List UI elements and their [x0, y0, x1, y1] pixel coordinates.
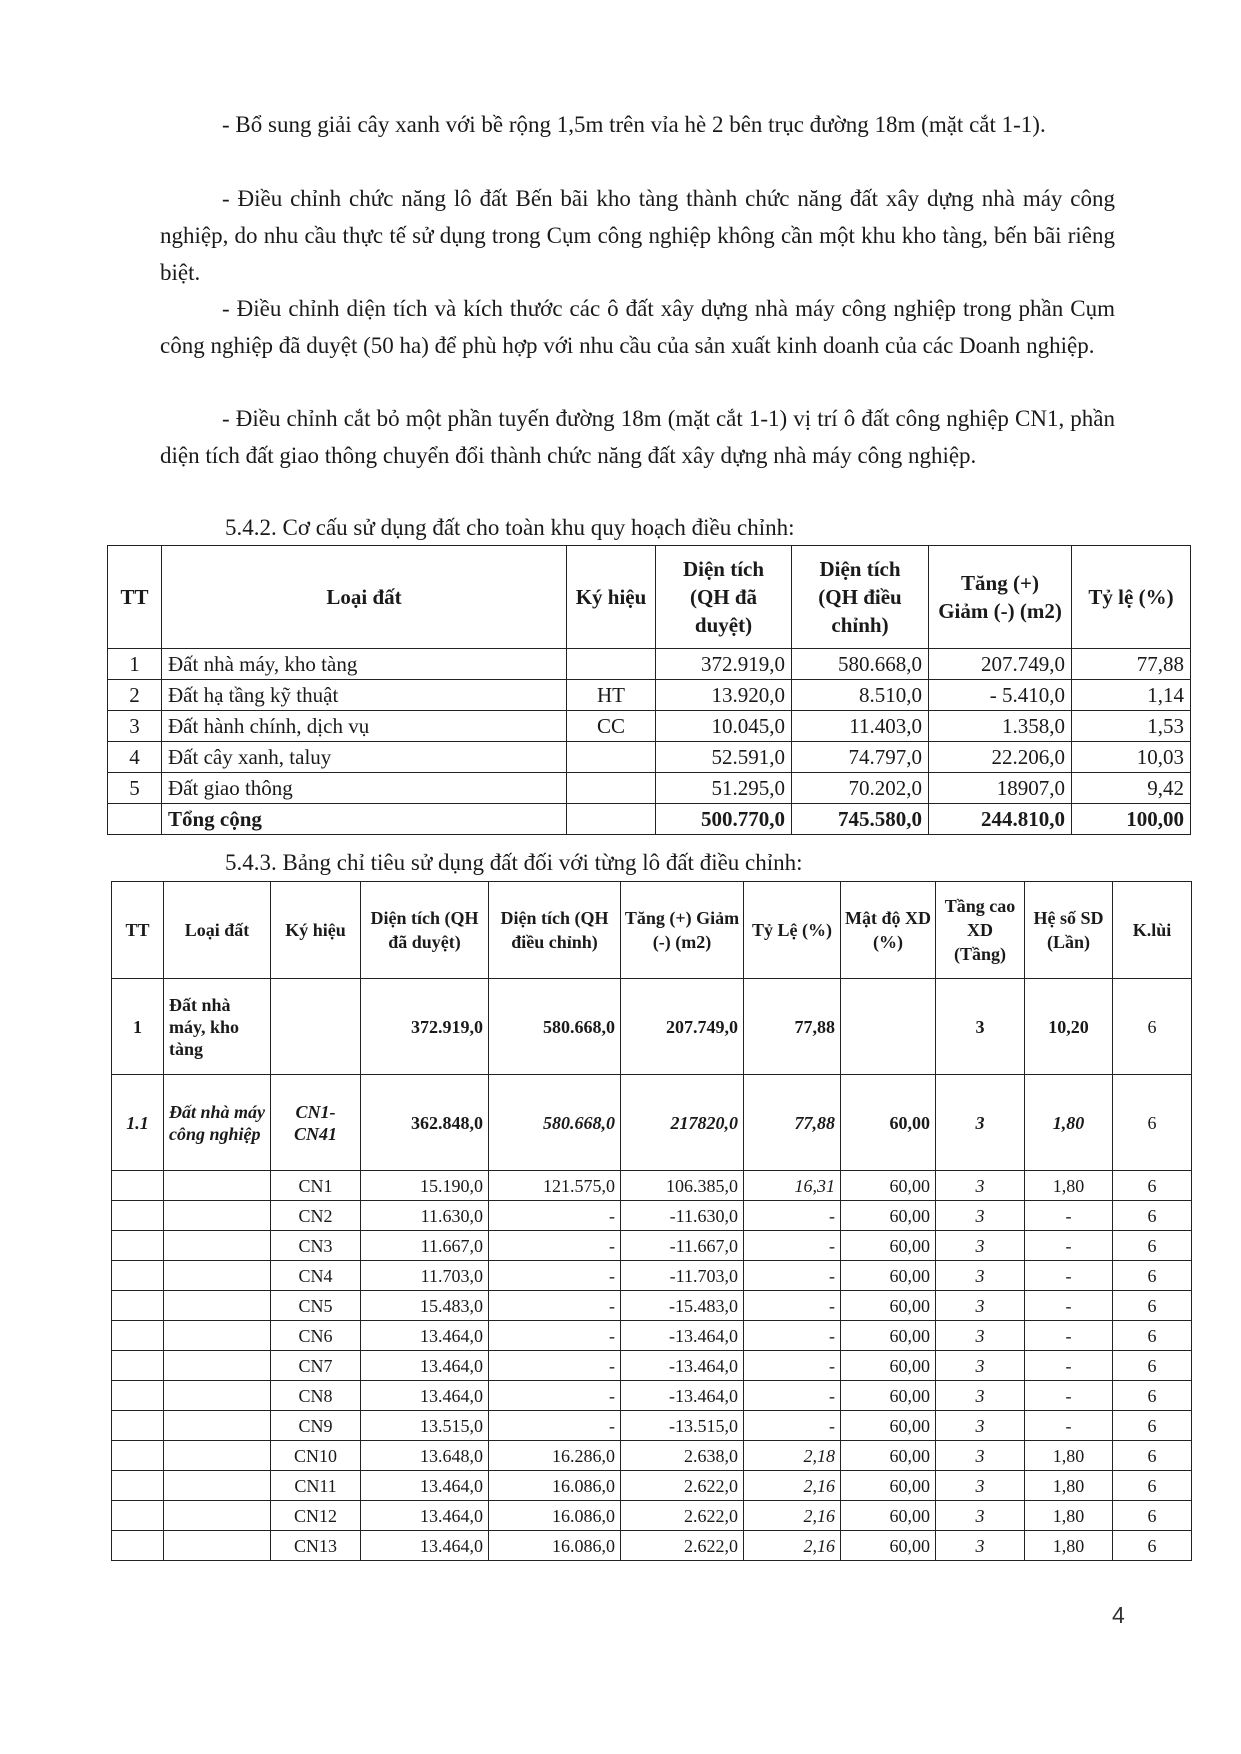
- table-cell: 3: [936, 1351, 1025, 1381]
- table-cell: 3: [936, 1411, 1025, 1441]
- table-cell: 6: [1113, 1411, 1192, 1441]
- table-cell: -: [489, 1411, 621, 1441]
- table-row: [112, 1381, 1192, 1411]
- table-cell: 3: [936, 1381, 1025, 1411]
- table-cell: 6: [1113, 1075, 1192, 1171]
- table-cell: -11.630,0: [621, 1201, 744, 1231]
- table-cell: 3: [936, 1531, 1025, 1561]
- table-cell: 60,00: [841, 1291, 936, 1321]
- table-cell: 2,16: [744, 1501, 841, 1531]
- table-cell: [112, 1291, 164, 1321]
- table-cell: 60,00: [841, 1351, 936, 1381]
- table-cell: -: [1025, 1291, 1113, 1321]
- table-cell: -: [1025, 1231, 1113, 1261]
- table-cell: 1: [108, 649, 162, 680]
- table-row: [108, 742, 1191, 773]
- table-cell: -13.464,0: [621, 1321, 744, 1351]
- table-cell: -: [744, 1231, 841, 1261]
- table-cell: [164, 1321, 271, 1351]
- table-cell: 1,80: [1025, 1171, 1113, 1201]
- table-cell: 580.668,0: [792, 649, 929, 680]
- table-row: [112, 1171, 1192, 1201]
- column-header: Tăng (+) Giảm (-) (m2): [621, 882, 744, 979]
- table-cell: 60,00: [841, 1261, 936, 1291]
- column-header: Hệ số SD (Lần): [1025, 882, 1113, 979]
- table-cell: 5: [108, 773, 162, 804]
- table-cell: 6: [1113, 1441, 1192, 1471]
- table-cell: 6: [1113, 1501, 1192, 1531]
- table-cell: 70.202,0: [792, 773, 929, 804]
- table-cell: [112, 1501, 164, 1531]
- column-header: TT: [112, 882, 164, 979]
- table-header-row: [112, 882, 1192, 979]
- table-cell: -: [1025, 1411, 1113, 1441]
- table-row: [112, 1321, 1192, 1351]
- table-cell: 11.403,0: [792, 711, 929, 742]
- table-cell: -13.464,0: [621, 1351, 744, 1381]
- table-cell: 745.580,0: [792, 804, 929, 835]
- table-cell: 13.464,0: [361, 1351, 489, 1381]
- column-header: Mật độ XD (%): [841, 882, 936, 979]
- table-cell: 3: [936, 1321, 1025, 1351]
- table-cell: 13.464,0: [361, 1471, 489, 1501]
- table-cell: 580.668,0: [489, 979, 621, 1075]
- table-cell: 22.206,0: [929, 742, 1072, 773]
- table-cell: 1,80: [1025, 1501, 1113, 1531]
- table-cell: [164, 1471, 271, 1501]
- table-cell: 60,00: [841, 1471, 936, 1501]
- table-cell: CN8: [271, 1381, 361, 1411]
- table-cell: 60,00: [841, 1321, 936, 1351]
- table-cell: -: [744, 1351, 841, 1381]
- table-cell: 60,00: [841, 1201, 936, 1231]
- table-cell: [112, 1201, 164, 1231]
- table-cell: 1: [112, 979, 164, 1075]
- table-cell: -13.464,0: [621, 1381, 744, 1411]
- table-cell: 2.622,0: [621, 1531, 744, 1561]
- table-row: [112, 1291, 1192, 1321]
- table-cell: 13.920,0: [656, 680, 792, 711]
- table-cell: 580.668,0: [489, 1075, 621, 1171]
- table-cell: 60,00: [841, 1501, 936, 1531]
- column-header: Diện tích (QH điều chỉnh): [792, 546, 929, 649]
- table-cell: 13.515,0: [361, 1411, 489, 1441]
- table-cell: CN7: [271, 1351, 361, 1381]
- table-cell: Đất hạ tầng kỹ thuật: [162, 680, 567, 711]
- table-cell: 77,88: [744, 979, 841, 1075]
- table-row: [108, 711, 1191, 742]
- table-cell: 1,80: [1025, 1471, 1113, 1501]
- table-cell: -: [489, 1261, 621, 1291]
- table-cell: 13.648,0: [361, 1441, 489, 1471]
- table-cell: 3: [936, 1441, 1025, 1471]
- table-cell: - 5.410,0: [929, 680, 1072, 711]
- table-cell: 6: [1113, 1201, 1192, 1231]
- column-header: Loại đất: [162, 546, 567, 649]
- table-cell: 6: [1113, 1321, 1192, 1351]
- table-cell: 3: [936, 1201, 1025, 1231]
- table-cell: -: [744, 1261, 841, 1291]
- table-cell: -: [1025, 1321, 1113, 1351]
- table-cell: [164, 1381, 271, 1411]
- table-cell: 2,18: [744, 1441, 841, 1471]
- table-cell: -11.667,0: [621, 1231, 744, 1261]
- table-row: [112, 1231, 1192, 1261]
- table-cell: 1,14: [1072, 680, 1191, 711]
- table-cell: CN1-CN41: [271, 1075, 361, 1171]
- table-cell: 60,00: [841, 1171, 936, 1201]
- column-header: K.lùi: [1113, 882, 1192, 979]
- column-header: TT: [108, 546, 162, 649]
- table-cell: CN1: [271, 1171, 361, 1201]
- table-cell: 8.510,0: [792, 680, 929, 711]
- table-cell: 15.483,0: [361, 1291, 489, 1321]
- table-cell: 500.770,0: [656, 804, 792, 835]
- table-cell: -: [489, 1291, 621, 1321]
- table-cell: -15.483,0: [621, 1291, 744, 1321]
- column-header: Ký hiệu: [567, 546, 656, 649]
- table-cell: -: [489, 1381, 621, 1411]
- table-row: [108, 773, 1191, 804]
- table-cell: 3: [936, 1171, 1025, 1201]
- table-cell: 1.1: [112, 1075, 164, 1171]
- table-cell: -: [744, 1411, 841, 1441]
- table-cell: 10,20: [1025, 979, 1113, 1075]
- table-row: [112, 1531, 1192, 1561]
- table-cell: 207.749,0: [929, 649, 1072, 680]
- table-cell: 16.286,0: [489, 1441, 621, 1471]
- table-cell: 121.575,0: [489, 1171, 621, 1201]
- column-header: Diện tích (QH điều chỉnh): [489, 882, 621, 979]
- land-structure-table: [107, 545, 1191, 835]
- table-cell: -: [1025, 1201, 1113, 1231]
- table-cell: CN10: [271, 1441, 361, 1471]
- page-number: 4: [1112, 1602, 1125, 1628]
- table-cell: [164, 1411, 271, 1441]
- table-cell: -: [744, 1381, 841, 1411]
- table-cell: 10.045,0: [656, 711, 792, 742]
- table-cell: [164, 1201, 271, 1231]
- column-header: Tầng cao XD (Tầng): [936, 882, 1025, 979]
- table-cell: [108, 804, 162, 835]
- table-cell: 2.622,0: [621, 1501, 744, 1531]
- section-heading-lot-indicators: 5.4.3. Bảng chỉ tiêu sử dụng đất đối với từng lô đất điều chỉnh:: [225, 850, 803, 875]
- table-cell: 362.848,0: [361, 1075, 489, 1171]
- paragraph-4: - Điều chỉnh cắt bỏ một phần tuyến đường 18m (mặt cắt 1-1) vị trí ô đất công nghiệp CN1, phần diện tích đất giao thông chuyển đổi thành chức năng đất xây dựng nhà máy công nghiệp.: [160, 406, 1115, 468]
- table-cell: [112, 1471, 164, 1501]
- table-cell: 74.797,0: [792, 742, 929, 773]
- table-cell: 6: [1113, 1531, 1192, 1561]
- table-group-row: [112, 1075, 1192, 1171]
- lot-indicators-table: [111, 881, 1192, 1561]
- table-cell: -: [744, 1201, 841, 1231]
- table-cell: 244.810,0: [929, 804, 1072, 835]
- table-row: [112, 1351, 1192, 1381]
- table-cell: -11.703,0: [621, 1261, 744, 1291]
- table-cell: [164, 1531, 271, 1561]
- table-cell: 372.919,0: [656, 649, 792, 680]
- table-cell: 11.630,0: [361, 1201, 489, 1231]
- table-cell: CN11: [271, 1471, 361, 1501]
- table-cell: Tổng cộng: [162, 804, 567, 835]
- table-cell: 3: [936, 1231, 1025, 1261]
- table-cell: 6: [1113, 979, 1192, 1075]
- table-cell: 6: [1113, 1231, 1192, 1261]
- table-cell: 77,88: [1072, 649, 1191, 680]
- table-cell: [112, 1531, 164, 1561]
- table-cell: CN3: [271, 1231, 361, 1261]
- table-cell: 2,16: [744, 1531, 841, 1561]
- table-cell: [112, 1321, 164, 1351]
- paragraph-2: - Điều chỉnh chức năng lô đất Bến bãi kho tàng thành chức năng đất xây dựng nhà máy công nghiệp, do nhu cầu thực tế sử dụng trong Cụm công nghiệp không cần một khu kho tàng, bến bãi riêng biệt.: [160, 186, 1115, 285]
- table-cell: 3: [936, 1471, 1025, 1501]
- table-cell: -: [1025, 1261, 1113, 1291]
- table-cell: [271, 979, 361, 1075]
- table-row: [112, 1471, 1192, 1501]
- table-cell: -: [1025, 1381, 1113, 1411]
- table-cell: 16.086,0: [489, 1501, 621, 1531]
- table-cell: 1,80: [1025, 1531, 1113, 1561]
- table-cell: 100,00: [1072, 804, 1191, 835]
- table-cell: -13.515,0: [621, 1411, 744, 1441]
- table-cell: 13.464,0: [361, 1531, 489, 1561]
- table-cell: Đất nhà máy công nghiệp: [164, 1075, 271, 1171]
- table-cell: 10,03: [1072, 742, 1191, 773]
- table-cell: CN13: [271, 1531, 361, 1561]
- table-cell: 2.622,0: [621, 1471, 744, 1501]
- table-cell: 18907,0: [929, 773, 1072, 804]
- table-cell: 77,88: [744, 1075, 841, 1171]
- table-cell: 15.190,0: [361, 1171, 489, 1201]
- table-cell: 207.749,0: [621, 979, 744, 1075]
- table-cell: 9,42: [1072, 773, 1191, 804]
- table-cell: [112, 1411, 164, 1441]
- table-cell: CN2: [271, 1201, 361, 1231]
- table-cell: 60,00: [841, 1231, 936, 1261]
- table-cell: 16.086,0: [489, 1531, 621, 1561]
- table-cell: Đất giao thông: [162, 773, 567, 804]
- table-cell: 6: [1113, 1381, 1192, 1411]
- column-header: Diện tích (QH đã duyệt): [656, 546, 792, 649]
- table-cell: [112, 1441, 164, 1471]
- table-cell: 6: [1113, 1471, 1192, 1501]
- table-cell: -: [489, 1321, 621, 1351]
- table-cell: 16,31: [744, 1171, 841, 1201]
- table-cell: 3: [936, 1075, 1025, 1171]
- table-cell: [567, 773, 656, 804]
- table-cell: -: [1025, 1351, 1113, 1381]
- table-cell: 1,53: [1072, 711, 1191, 742]
- table-cell: 3: [936, 979, 1025, 1075]
- table-cell: [567, 804, 656, 835]
- table-cell: 3: [936, 1261, 1025, 1291]
- column-header: Loại đất: [164, 882, 271, 979]
- table-cell: Đất cây xanh, taluy: [162, 742, 567, 773]
- table-cell: 217820,0: [621, 1075, 744, 1171]
- table-cell: [164, 1441, 271, 1471]
- table-cell: [112, 1351, 164, 1381]
- table-row: [112, 1201, 1192, 1231]
- table-header-row: [108, 546, 1191, 649]
- table-cell: 60,00: [841, 1531, 936, 1561]
- table-cell: 3: [936, 1501, 1025, 1531]
- table-cell: [112, 1381, 164, 1411]
- table-row: [108, 680, 1191, 711]
- table-cell: [567, 649, 656, 680]
- table-cell: [567, 742, 656, 773]
- table-cell: 2: [108, 680, 162, 711]
- table-cell: [164, 1291, 271, 1321]
- table-cell: 1.358,0: [929, 711, 1072, 742]
- table-cell: 6: [1113, 1351, 1192, 1381]
- table-cell: 6: [1113, 1171, 1192, 1201]
- table-cell: [112, 1171, 164, 1201]
- table-cell: CN5: [271, 1291, 361, 1321]
- table-cell: Đất hành chính, dịch vụ: [162, 711, 567, 742]
- table-cell: 16.086,0: [489, 1471, 621, 1501]
- table-cell: CN9: [271, 1411, 361, 1441]
- table-cell: 13.464,0: [361, 1321, 489, 1351]
- table-row: [112, 1441, 1192, 1471]
- table-cell: [164, 1501, 271, 1531]
- table-row: [112, 1411, 1192, 1441]
- table-cell: Đất nhà máy, kho tàng: [164, 979, 271, 1075]
- table-cell: -: [744, 1291, 841, 1321]
- table-row: [108, 649, 1191, 680]
- table-cell: 1,80: [1025, 1441, 1113, 1471]
- table-cell: [164, 1231, 271, 1261]
- table-cell: 60,00: [841, 1381, 936, 1411]
- table-cell: HT: [567, 680, 656, 711]
- table-row: [112, 1261, 1192, 1291]
- table-cell: Đất nhà máy, kho tàng: [162, 649, 567, 680]
- table-cell: 6: [1113, 1291, 1192, 1321]
- table-cell: -: [489, 1231, 621, 1261]
- paragraph-3: - Điều chỉnh diện tích và kích thước các ô đất xây dựng nhà máy công nghiệp trong phần Cụm công nghiệp đã duyệt (50 ha) để phù hợp với nhu cầu của sản xuất kinh doanh của các Doanh nghiệp.: [160, 296, 1115, 358]
- table-cell: -: [489, 1351, 621, 1381]
- table-row: [112, 1501, 1192, 1531]
- table-cell: 4: [108, 742, 162, 773]
- column-header: Tăng (+) Giảm (-) (m2): [929, 546, 1072, 649]
- table-cell: 1,80: [1025, 1075, 1113, 1171]
- table-cell: 3: [108, 711, 162, 742]
- table-cell: 106.385,0: [621, 1171, 744, 1201]
- table-cell: CN6: [271, 1321, 361, 1351]
- table-cell: 13.464,0: [361, 1381, 489, 1411]
- table-cell: CC: [567, 711, 656, 742]
- table-cell: CN12: [271, 1501, 361, 1531]
- table-cell: 2,16: [744, 1471, 841, 1501]
- column-header: Ký hiệu: [271, 882, 361, 979]
- table-cell: [164, 1351, 271, 1381]
- table-cell: 11.667,0: [361, 1231, 489, 1261]
- column-header: Tỷ lệ (%): [1072, 546, 1191, 649]
- table-cell: -: [489, 1201, 621, 1231]
- column-header: Diện tích (QH đã duyệt): [361, 882, 489, 979]
- table-cell: 6: [1113, 1261, 1192, 1291]
- table-cell: 60,00: [841, 1075, 936, 1171]
- table-cell: [164, 1171, 271, 1201]
- section-heading-land-structure: 5.4.2. Cơ cấu sử dụng đất cho toàn khu quy hoạch điều chỉnh:: [225, 515, 795, 540]
- table-cell: [112, 1231, 164, 1261]
- table-cell: -: [744, 1321, 841, 1351]
- table-total-row: [108, 804, 1191, 835]
- table-cell: 52.591,0: [656, 742, 792, 773]
- table-cell: 60,00: [841, 1411, 936, 1441]
- table-group-row: [112, 979, 1192, 1075]
- table-cell: 2.638,0: [621, 1441, 744, 1471]
- paragraph-1: - Bổ sung giải cây xanh với bề rộng 1,5m trên vỉa hè 2 bên trục đường 18m (mặt cắt 1-1).: [222, 112, 1046, 137]
- table-cell: 372.919,0: [361, 979, 489, 1075]
- table-cell: 11.703,0: [361, 1261, 489, 1291]
- table-cell: 60,00: [841, 1441, 936, 1471]
- table-cell: 13.464,0: [361, 1501, 489, 1531]
- table-cell: [112, 1261, 164, 1291]
- table-cell: [164, 1261, 271, 1291]
- table-cell: CN4: [271, 1261, 361, 1291]
- column-header: Tỷ Lệ (%): [744, 882, 841, 979]
- table-cell: 51.295,0: [656, 773, 792, 804]
- table-cell: 3: [936, 1291, 1025, 1321]
- table-cell: [841, 979, 936, 1075]
